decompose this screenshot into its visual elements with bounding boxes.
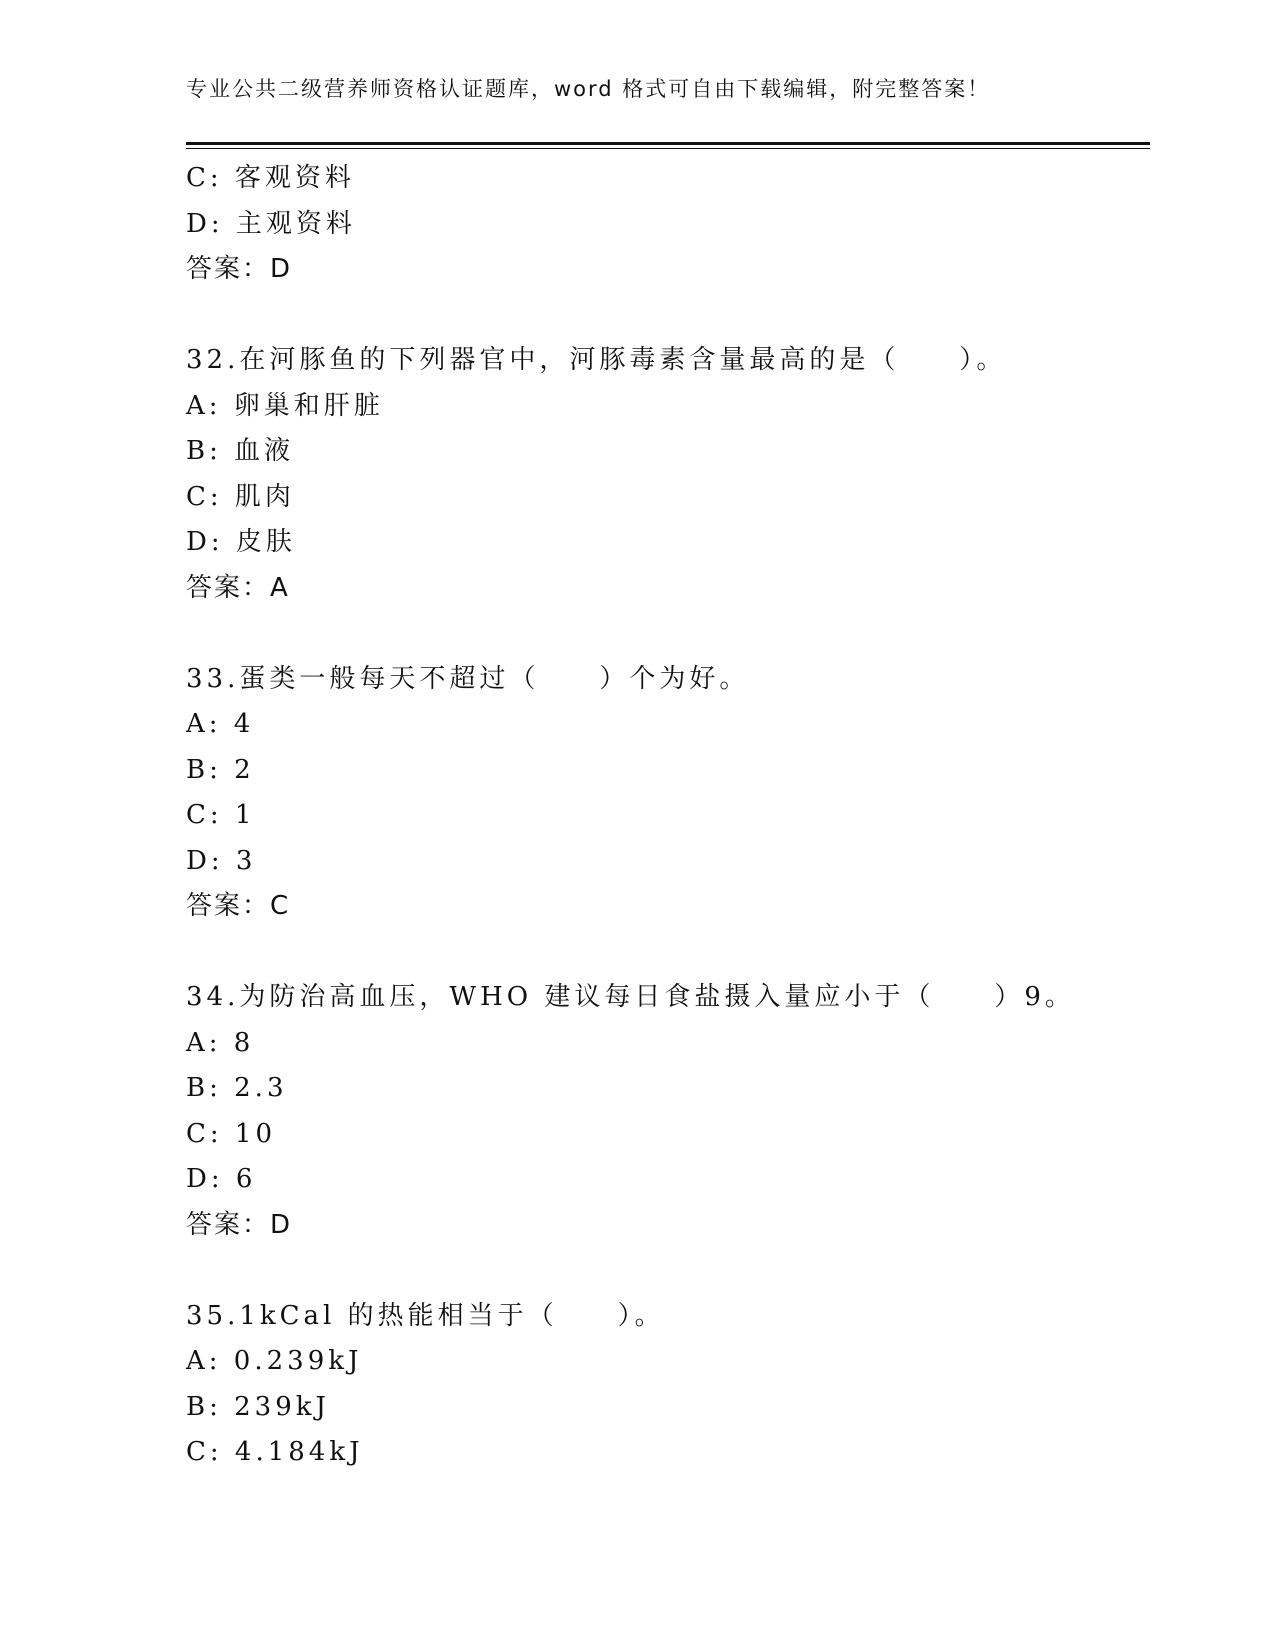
option-a: A: 卵巢和肝脏 bbox=[186, 390, 384, 421]
answer-line: 答案：A bbox=[186, 572, 290, 603]
spacer bbox=[186, 611, 1146, 657]
page-header: 专业公共二级营养师资格认证题库，word 格式可自由下载编辑，附完整答案！ bbox=[186, 77, 991, 101]
option-c: C: 肌肉 bbox=[186, 481, 295, 512]
question-stem: 35.1kCal 的热能相当于（ ）。 bbox=[186, 1300, 665, 1331]
option-a: A: 0.239kJ bbox=[186, 1346, 363, 1376]
spacer bbox=[186, 293, 1146, 339]
option-c: C: 4.184kJ bbox=[186, 1437, 364, 1467]
option-b: B: 血液 bbox=[186, 436, 295, 466]
question-stem: 32.在河豚鱼的下列器官中，河豚毒素含量最高的是（ ）。 bbox=[186, 345, 1007, 375]
option-c: C: 10 bbox=[186, 1118, 277, 1149]
option-b: B: 2.3 bbox=[186, 1073, 288, 1103]
header-rule-thin bbox=[186, 148, 1150, 149]
option-a: A: 8 bbox=[186, 1027, 255, 1058]
spacer bbox=[186, 930, 1146, 976]
option-c: C: 1 bbox=[186, 800, 256, 830]
option-b: B: 2 bbox=[186, 754, 255, 785]
answer-line: 答案：C bbox=[186, 891, 291, 921]
option-d: D: 皮肤 bbox=[186, 527, 296, 557]
question-stem: 34.为防治高血压，WHO 建议每日食盐摄入量应小于（ ）9。 bbox=[186, 982, 1075, 1012]
question-content bbox=[186, 156, 1146, 1476]
question-stem: 33.蛋类一般每天不超过（ ）个为好。 bbox=[186, 663, 750, 694]
option-d: D: 主观资料 bbox=[186, 208, 356, 239]
option-d: D: 3 bbox=[186, 845, 257, 876]
header-rule-thick bbox=[186, 142, 1150, 145]
option-d: D: 6 bbox=[186, 1164, 257, 1194]
answer-line: 答案：D bbox=[186, 1209, 293, 1240]
answer-line: 答案：D bbox=[186, 254, 293, 284]
spacer bbox=[186, 1248, 1146, 1294]
option-a: A: 4 bbox=[186, 709, 255, 739]
option-b: B: 239kJ bbox=[186, 1391, 330, 1422]
option-c: C: 客观资料 bbox=[186, 163, 355, 193]
